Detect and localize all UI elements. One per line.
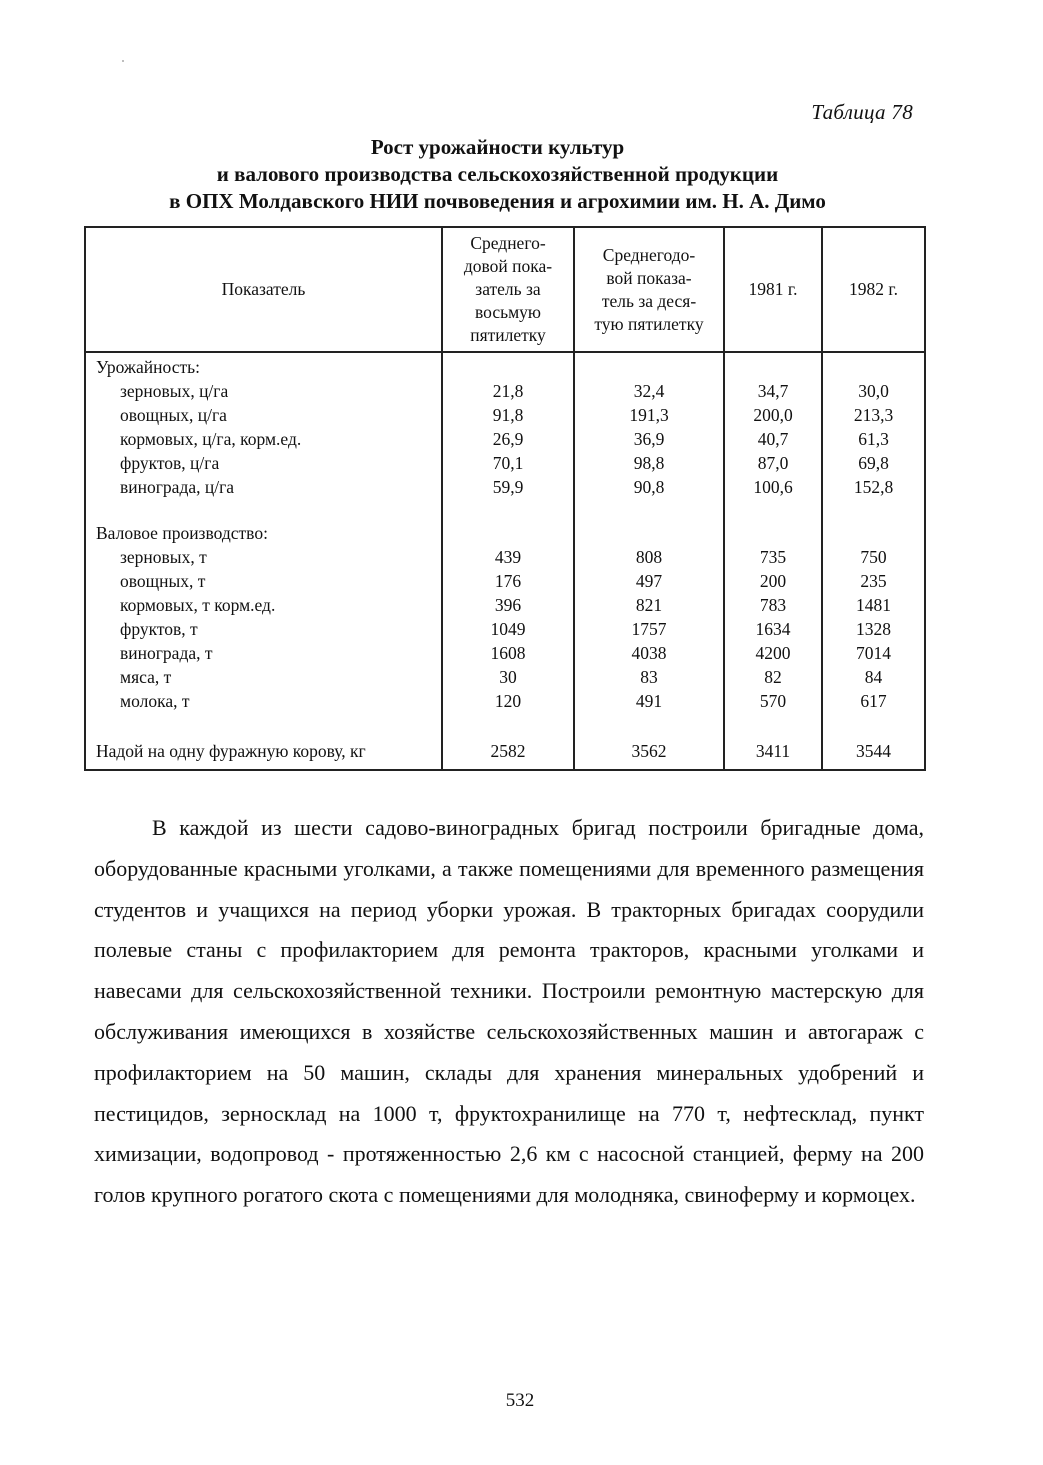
row-label: зерновых, ц/га bbox=[85, 379, 442, 403]
row-label: винограда, т bbox=[85, 641, 442, 665]
cell-value: 439 bbox=[442, 545, 574, 569]
header-col2-line: вой показа- bbox=[606, 267, 692, 288]
cell-value: 83 bbox=[574, 665, 724, 689]
cell-value: 120 bbox=[442, 689, 574, 713]
cell-value: 176 bbox=[442, 569, 574, 593]
table-row bbox=[85, 427, 925, 451]
cell-value: 84 bbox=[822, 665, 925, 689]
title-line-2: и валового производства сельскохозяйственной продукции bbox=[216, 162, 779, 186]
row-label: молока, т bbox=[85, 689, 442, 713]
cell-value: 82 bbox=[724, 665, 822, 689]
scan-speck bbox=[122, 60, 124, 62]
table-row bbox=[85, 617, 925, 641]
cell-value: 70,1 bbox=[442, 451, 574, 475]
cell-value: 7014 bbox=[822, 641, 925, 665]
cell-value: 40,7 bbox=[724, 427, 822, 451]
header-col1-line: довой пока- bbox=[463, 256, 553, 276]
header-tenth-five-year bbox=[574, 227, 724, 352]
cell-value: 59,9 bbox=[442, 475, 574, 499]
cell-value: 2582 bbox=[442, 735, 574, 770]
table-row bbox=[85, 641, 925, 665]
spacer-row bbox=[85, 499, 925, 521]
table-row bbox=[85, 569, 925, 593]
cell-value: 90,8 bbox=[574, 475, 724, 499]
table-row bbox=[85, 451, 925, 475]
cell-value: 26,9 bbox=[442, 427, 574, 451]
cell-value: 200 bbox=[724, 569, 822, 593]
cell-value: 30 bbox=[442, 665, 574, 689]
cell-value: 34,7 bbox=[724, 379, 822, 403]
row-label: винограда, ц/га bbox=[85, 475, 442, 499]
cell-value: 4038 bbox=[574, 641, 724, 665]
cell-value: 3562 bbox=[574, 735, 724, 770]
cell-value: 200,0 bbox=[724, 403, 822, 427]
spacer-row bbox=[85, 713, 925, 735]
cell-value: 98,8 bbox=[574, 451, 724, 475]
cell-value: 396 bbox=[442, 593, 574, 617]
header-col2-line: тую пятилетку bbox=[594, 313, 704, 334]
cell-value: 1049 bbox=[442, 617, 574, 641]
cell-value: 1328 bbox=[822, 617, 925, 641]
header-col1-line: восьмую bbox=[475, 302, 541, 322]
header-1982: 1982 г. bbox=[822, 227, 925, 352]
cell-value: 1481 bbox=[822, 593, 925, 617]
header-indicator: Показатель bbox=[85, 227, 442, 352]
table-title bbox=[70, 134, 925, 215]
table-row bbox=[85, 665, 925, 689]
section-heading: Валовое производство: bbox=[85, 521, 442, 545]
cell-value: 30,0 bbox=[822, 379, 925, 403]
cell-value: 3544 bbox=[822, 735, 925, 770]
table-row bbox=[85, 689, 925, 713]
table-row bbox=[85, 379, 925, 403]
cell-value: 570 bbox=[724, 689, 822, 713]
section-heading-row bbox=[85, 352, 925, 379]
table-row bbox=[85, 593, 925, 617]
title-line-1: Рост урожайности культур bbox=[370, 135, 625, 159]
table-row-milk-yield bbox=[85, 735, 925, 770]
cell-value: 1634 bbox=[724, 617, 822, 641]
row-label: мяса, т bbox=[85, 665, 442, 689]
cell-value: 91,8 bbox=[442, 403, 574, 427]
cell-value: 69,8 bbox=[822, 451, 925, 475]
page-number: 532 bbox=[505, 1390, 535, 1411]
paragraph-text: В каждой из шести садово-виноградных бригад построили бригадные дома, оборудованные красными уголками, а также помещениями для временного размещения студентов и учащихся на период уборки урожая. В тракторных бригадах соорудили полевые станы с профилакторием для ремонта тракторов, красными уголками и навесами для сельскохозяйственной техники. Построили ремонтную мастерскую для обслуживания имеющихся в хозяйстве сельскохозяйственных машин и автогараж с профилакторием на 50 машин, склады для хранения минеральных удобрений и пестицидов, зерносклад на 1000 т, фруктохранилище на 770 т, нефтесклад, пункт химизации, водопровод - протяженностью 2,6 км с насосной станцией, ферму на 200 голов крупного рогатого скота с помещениями для молодняка, свиноферму и кормоцех. bbox=[94, 815, 924, 1208]
section-heading-row bbox=[85, 521, 925, 545]
table-number-label: Таблица 78 bbox=[811, 100, 913, 124]
table-header-row bbox=[85, 227, 925, 352]
section-heading: Урожайность: bbox=[85, 352, 442, 379]
row-label: кормовых, т корм.ед. bbox=[85, 593, 442, 617]
row-label: Надой на одну фуражную корову, кг bbox=[85, 735, 442, 770]
cell-value: 87,0 bbox=[724, 451, 822, 475]
header-col1-line: Среднего- bbox=[470, 233, 546, 253]
cell-value: 617 bbox=[822, 689, 925, 713]
title-line-3: в ОПХ Молдавского НИИ почвоведения и агрохимии им. Н. А. Димо bbox=[169, 189, 826, 213]
cell-value: 1757 bbox=[574, 617, 724, 641]
table-row bbox=[85, 545, 925, 569]
cell-value: 152,8 bbox=[822, 475, 925, 499]
table-row bbox=[85, 475, 925, 499]
cell-value: 235 bbox=[822, 569, 925, 593]
cell-value: 491 bbox=[574, 689, 724, 713]
header-col1-line: пятилетку bbox=[470, 325, 546, 345]
cell-value: 821 bbox=[574, 593, 724, 617]
cell-value: 1608 bbox=[442, 641, 574, 665]
row-label: овощных, т bbox=[85, 569, 442, 593]
cell-value: 750 bbox=[822, 545, 925, 569]
cell-value: 36,9 bbox=[574, 427, 724, 451]
row-label: зерновых, т bbox=[85, 545, 442, 569]
header-col2-line: тель за деся- bbox=[601, 290, 697, 311]
cell-value: 497 bbox=[574, 569, 724, 593]
cell-value: 3411 bbox=[724, 735, 822, 770]
table-row bbox=[85, 403, 925, 427]
header-1981: 1981 г. bbox=[724, 227, 822, 352]
cell-value: 783 bbox=[724, 593, 822, 617]
cell-value: 735 bbox=[724, 545, 822, 569]
row-label: овощных, ц/га bbox=[85, 403, 442, 427]
header-col1-line: затель за bbox=[475, 279, 541, 299]
body-paragraph bbox=[94, 808, 924, 1216]
header-eighth-five-year bbox=[442, 227, 574, 352]
cell-value: 191,3 bbox=[574, 403, 724, 427]
header-col2-line: Среднегодо- bbox=[602, 244, 696, 265]
cell-value: 100,6 bbox=[724, 475, 822, 499]
row-label: кормовых, ц/га, корм.ед. bbox=[85, 427, 442, 451]
cell-value: 4200 bbox=[724, 641, 822, 665]
cell-value: 213,3 bbox=[822, 403, 925, 427]
cell-value: 61,3 bbox=[822, 427, 925, 451]
cell-value: 21,8 bbox=[442, 379, 574, 403]
row-label: фруктов, ц/га bbox=[85, 451, 442, 475]
cell-value: 808 bbox=[574, 545, 724, 569]
statistics-table bbox=[84, 226, 926, 771]
cell-value: 32,4 bbox=[574, 379, 724, 403]
row-label: фруктов, т bbox=[85, 617, 442, 641]
